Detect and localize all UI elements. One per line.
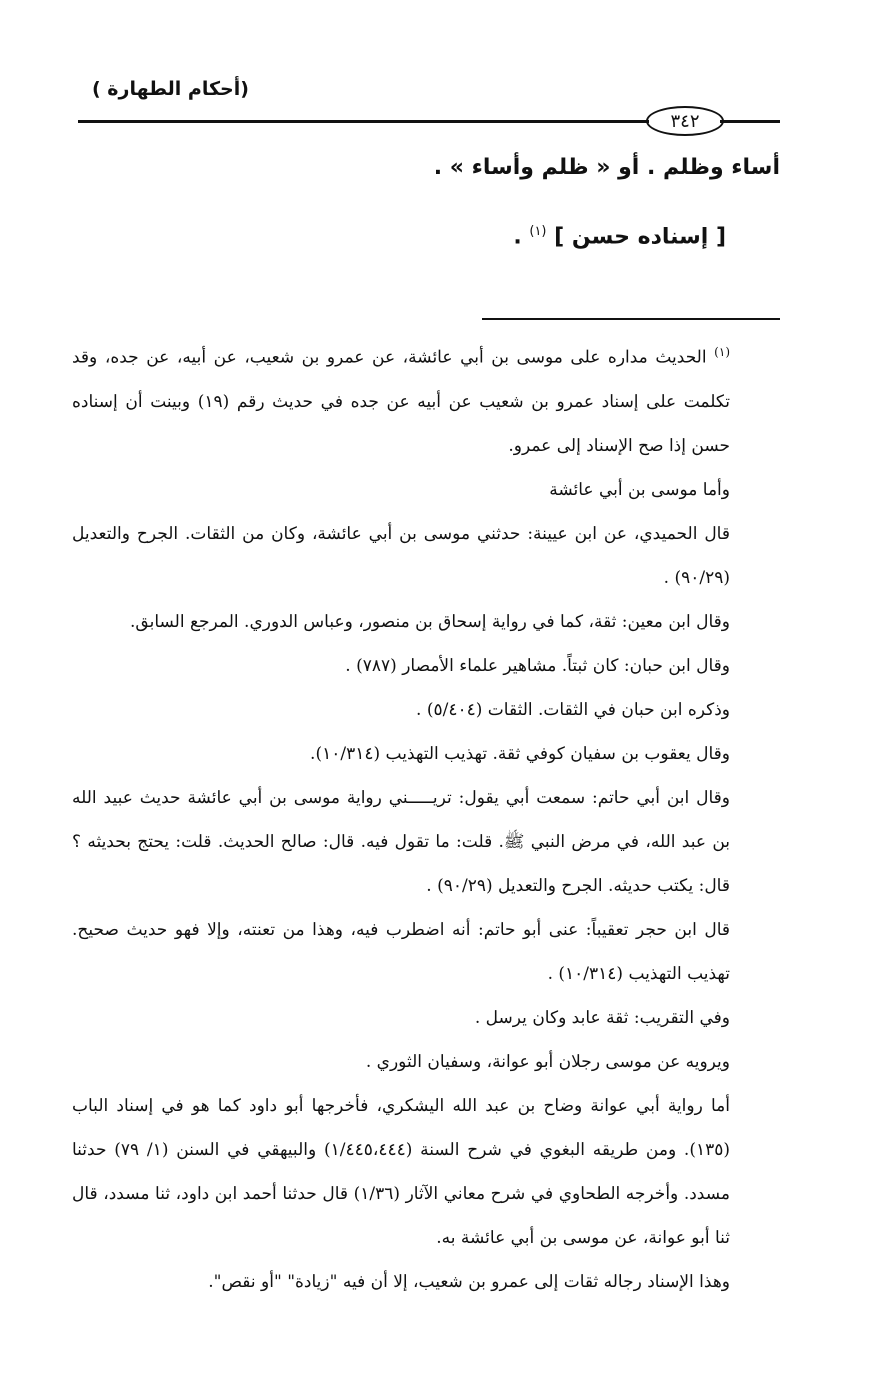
footnote-paragraph-6: وذكره ابن حبان في الثقات. الثقات (٥/٤٠٤) . (416, 699, 730, 720)
footnote-paragraph-1-text: الحديث مداره على موسى بن أبي عائشة، عن عمرو بن شعيب، عن أبيه، عن جده، وقد تكلمت على إسناد عمرو بن شعيب عن أبيه عن جده في حديث رقم (١٩) وبينت أن إسناده حسن إذا صح الإسناد إلى عمرو. (72, 347, 730, 456)
footnote-paragraph-2: وأما موسى بن أبي عائشة (549, 479, 730, 500)
footnote-paragraph-1 (72, 330, 780, 468)
main-text-line-1: أساء وظلم . أو « ظلم وأساء » . (433, 155, 780, 180)
footnote-mark: (١) (714, 345, 730, 359)
footnote-paragraph-11: ويرويه عن موسى رجلان أبو عوانة، وسفيان الثوري . (365, 1051, 730, 1072)
grading-end: . (513, 224, 522, 250)
footnote-block (72, 330, 780, 1304)
footnote-paragraph-3: قال الحميدي، عن ابن عيينة: حدثني موسى بن أبي عائشة، وكان من الثقات. الجرح والتعديل (٩٠/٢٩) . (72, 523, 730, 588)
grading-text: [ إسناده حسن ] (554, 224, 726, 250)
page-number (646, 106, 724, 136)
main-text-line-2 (513, 224, 726, 249)
footnote-paragraph-7: وقال يعقوب بن سفيان كوفي ثقة. تهذيب التهذيب (١٠/٣١٤). (310, 743, 730, 764)
footnote-separator (482, 318, 780, 320)
footnote-paragraph-5: وقال ابن حبان: كان ثبتاً. مشاهير علماء الأمصار (٧٨٧) . (345, 655, 730, 676)
footnote-paragraph-8: وقال ابن أبي حاتم: سمعت أبي يقول: تريـــــني رواية موسى بن أبي عائشة حديث عبيد الله بن عبد الله، في مرض النبي ﷺ. قلت: ما تقول فيه. قال: صالح الحديث. قلت: يحتج بحديثه ؟ قال: يكتب حديثه. الجرح والتعديل (٩٠/٢٩) . (72, 787, 730, 896)
header-rule (78, 120, 649, 123)
header-rule-right (720, 120, 780, 123)
footnote-paragraph-10: وفي التقريب: ثقة عابد وكان يرسل . (474, 1007, 730, 1028)
book-title: (أحكام الطهارة ) (92, 78, 249, 100)
footnote-paragraph-9: قال ابن حجر تعقيباً: عنى أبو حاتم: أنه اضطرب فيه، وهذا من تعنته، وإلا فهو حديث صحيح. تهذيب التهذيب (١٠/٣١٤) . (72, 919, 730, 984)
footnote-paragraph-12: أما رواية أبي عوانة وضاح بن عبد الله اليشكري، فأخرجها أبو داود كما هو في إسناد الباب (١٣٥). ومن طريقه البغوي في شرح السنة (١/٤٤٥،٤٤٤) والبيهقي في السنن (١/ ٧٩) حدثنا مسدد. وأخرجه الطحاوي في شرح معاني الآثار (١/٣٦) قال حدثنا أحمد ابن داود، ثنا مسدد، قال ثنا أبو عوانة، عن موسى بن أبي عائشة به. (72, 1095, 731, 1248)
page-number-text: ٣٤٢ (670, 110, 700, 132)
footnote-paragraph-4: وقال ابن معين: ثقة، كما في رواية إسحاق بن منصور، وعباس الدوري. المرجع السابق. (130, 611, 730, 632)
footnote-paragraph-13: وهذا الإسناد رجاله ثقات إلى عمرو بن شعيب، إلا أن فيه "زيادة" "أو نقص". (208, 1271, 730, 1292)
footnote-reference: (١) (529, 224, 547, 239)
